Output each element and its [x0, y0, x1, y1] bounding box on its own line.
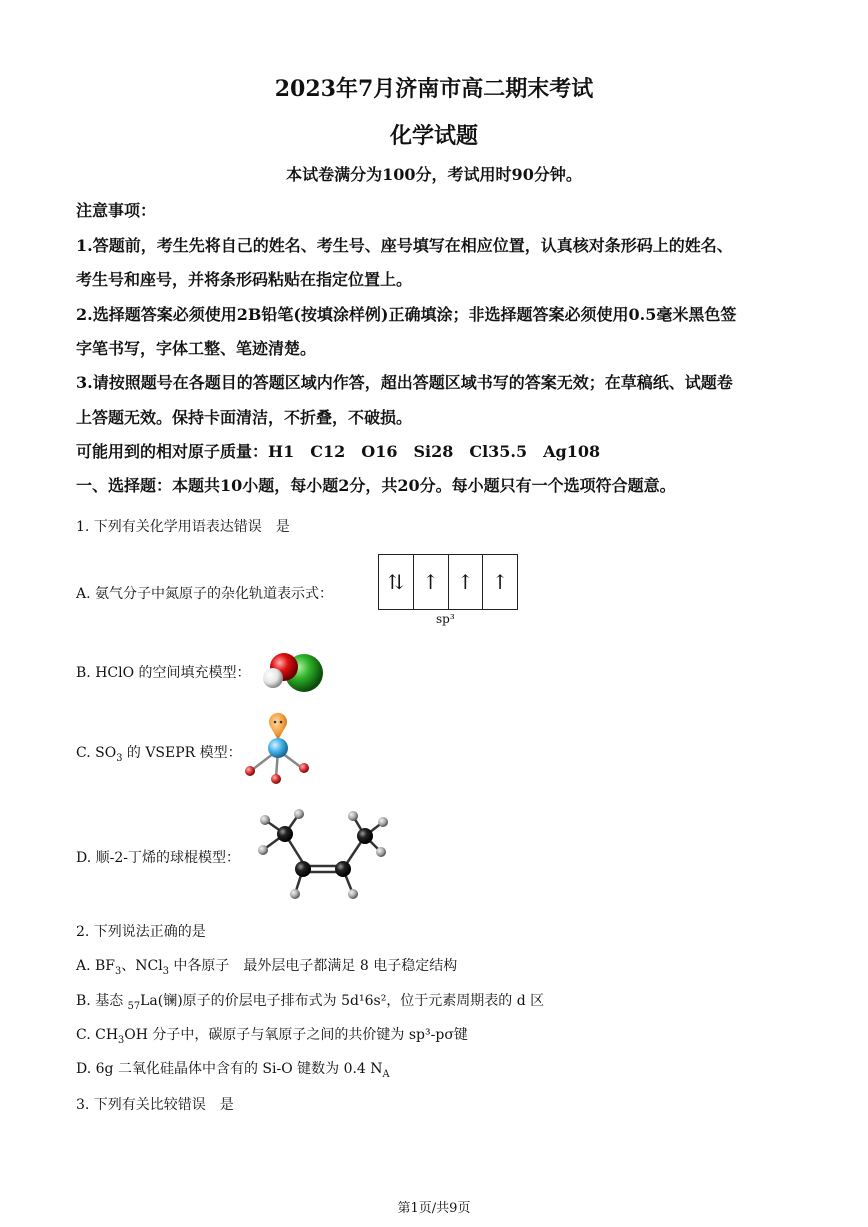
q2-b-part1: B. 基态 — [76, 993, 128, 1009]
q2-a-part3: 中各原子 最外层电子都满足 8 电子稳定结构 — [168, 958, 458, 974]
note-1-line-1: 1.答题前，考生先将自己的姓名、考生号、座号填写在相应位置，认真核对条形码上的姓名、 — [76, 236, 733, 255]
page-footer: 第1页/共9页 — [397, 1201, 471, 1216]
q2-option-c — [76, 1024, 468, 1046]
q2-c-part1: C. CH — [76, 1027, 119, 1043]
orbital-box-2: ↑ — [414, 555, 449, 609]
q3-stem: 3. 下列有关比较错误 是 — [76, 1097, 234, 1113]
orbital-label: sp³ — [436, 612, 455, 626]
q1-c-suffix: 的 VSEPR 模型： — [122, 745, 242, 761]
so3-vsepr-model-icon — [240, 710, 315, 785]
q1-option-d: D. 顺-2-丁烯的球棍模型： — [76, 850, 240, 866]
q2-a-part1: A. BF — [76, 958, 116, 974]
note-3-line-1: 3.请按照题号在各题目的答题区域内作答，超出答题区域书写的答案无效；在草稿纸、试题卷 — [76, 373, 733, 392]
q2-a-sub1: 3 — [115, 965, 122, 977]
q2-option-a — [76, 955, 457, 977]
cis-2-butene-ball-stick-model-icon — [255, 806, 390, 908]
q2-c-part2: OH 分子中，碳原子与氧原子之间的共价键为 sp³-pσ键 — [124, 1027, 468, 1043]
q1-c-subscript: 3 — [116, 752, 123, 764]
q2-d-part1: D. 6g 二氧化硅晶体中含有的 Si-O 键数为 0.4 N — [76, 1061, 383, 1077]
exam-info: 本试卷满分为100分，考试用时90分钟。 — [286, 165, 582, 184]
q2-b-sub: 57 — [127, 1000, 141, 1012]
q1-option-a: A. 氨气分子中氮原子的杂化轨道表示式： — [76, 586, 334, 602]
atomic-masses: 可能用到的相对原子质量：H1 C12 O16 Si28 Cl35.5 Ag108 — [76, 442, 601, 461]
note-2-line-2: 字笔书写，字体工整、笔迹清楚。 — [76, 339, 317, 358]
subject-title: 化学试题 — [389, 123, 478, 149]
q2-stem: 2. 下列说法正确的是 — [76, 924, 206, 940]
q2-option-d — [76, 1058, 390, 1080]
note-2-line-1: 2.选择题答案必须使用2B铅笔(按填涂样例)正确填涂；非选择题答案必须使用0.5毫米黑色签 — [76, 305, 737, 324]
notes-heading: 注意事项： — [76, 201, 157, 220]
exam-title: 2023年7月济南市高二期末考试 — [274, 76, 594, 102]
orbital-box-4: ↑ — [491, 570, 509, 594]
q2-option-b — [76, 990, 544, 1012]
section-1-heading: 一、选择题：本题共10小题，每小题2分，共20分。每小题只有一个选项符合题意。 — [76, 476, 676, 495]
q2-c-sub: 3 — [118, 1034, 125, 1046]
q2-a-part2: 、NCl — [121, 958, 163, 974]
q2-b-part2: La(镧)原子的价层电子排布式为 5d¹6s²，位于元素周期表的 d 区 — [140, 993, 545, 1009]
q1-stem: 1. 下列有关化学用语表达错误 是 — [76, 519, 290, 535]
q1-option-c — [76, 742, 242, 764]
orbital-box-1: ⇅ — [379, 555, 414, 609]
note-3-line-2: 上答题无效。保持卡面清洁，不折叠，不破损。 — [76, 408, 413, 427]
q2-a-sub2: 3 — [162, 965, 169, 977]
orbital-box-3: ↑ — [449, 555, 484, 609]
note-1-line-2: 考生号和座号，并将条形码粘贴在指定位置上。 — [76, 270, 413, 289]
hclo-space-filling-model-icon — [258, 648, 328, 694]
orbital-diagram — [378, 554, 518, 610]
q1-c-prefix: C. SO — [76, 745, 117, 761]
q1-option-b: B. HClO 的空间填充模型： — [76, 665, 251, 681]
q2-d-sub: A — [382, 1068, 390, 1080]
